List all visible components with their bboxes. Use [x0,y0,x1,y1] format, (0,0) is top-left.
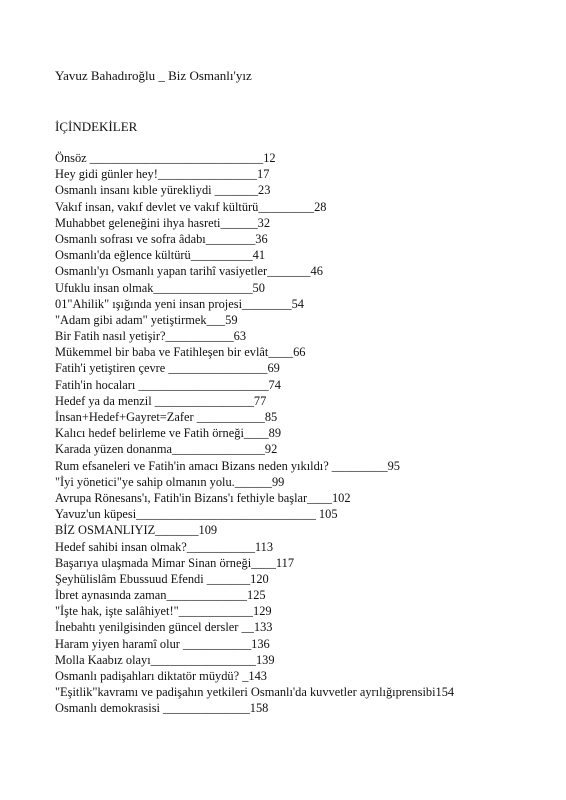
toc-entry: İnebahtı yenilgisinden güncel dersler __133 [55,620,273,635]
toc-entry: Fatih'i yetiştiren çevre ________________69 [55,361,280,376]
toc-entry: Haram yiyen haramî olur ___________136 [55,636,270,651]
document-header: Yavuz Bahadıroğlu _ Biz Osmanlı'yız [55,68,252,83]
toc-entry: Mükemmel bir baba ve Fatihleşen bir evlât____66 [55,345,306,360]
toc-entry: "İyi yönetici"ye sahip olmanın yolu.______99 [55,474,285,489]
toc-entry: "İşte hak, işte salâhiyet!"____________129 [55,604,272,619]
toc-entry: Yavuz'un küpesi_____________________________ 105 [55,507,338,522]
toc-entry: Kalıcı hedef belirleme ve Fatih örneği____89 [55,426,282,441]
toc-entry: Şeyhülislâm Ebussuud Efendi _______120 [55,571,269,586]
toc-entry: Hedef sahibi insan olmak?___________113 [55,539,274,554]
toc-entry: Rum efsaneleri ve Fatih'in amacı Bizans neden yıkıldı? _________95 [55,458,400,473]
toc-entry: Fatih'in hocaları _____________________74 [55,377,281,392]
toc-entry: Muhabbet geleneğini ihya hasreti______32 [55,215,271,230]
toc-title: İÇİNDEKİLER [55,119,138,134]
toc-entry: Osmanlı'yı Osmanlı yapan tarihî vasiyetler_______46 [55,264,323,279]
toc-entry: Osmanlı padişahları diktatör müydü? _143 [55,669,267,683]
toc-entry: Osmanlı insanı kıble yürekliydi _______23 [55,183,271,198]
toc-entry: "Eşitlik"kavramı ve padişahın yetkileri Osmanlı'da kuvvetler ayrılığıprensibi154 [55,685,455,700]
toc-entry: Hey gidi günler hey!________________17 [55,167,270,182]
toc-entry: Ufuklu insan olmak________________50 [55,280,265,295]
toc-entry: Osmanlı demokrasisi ______________158 [55,701,269,716]
toc-entry: Karada yüzen donanma_______________92 [55,442,278,457]
toc-entry: Molla Kaabız olayı_________________139 [55,652,275,667]
toc-entry: Osmanlı'da eğlence kültürü__________41 [55,248,266,263]
toc-entry: Önsöz ____________________________12 [55,151,276,165]
toc-entry: İbret aynasında zaman_____________125 [55,588,266,603]
toc-entry: Osmanlı sofrası ve sofra âdabı________36 [55,231,268,246]
toc-entry: 01"Ahilik" ışığında yeni insan projesi________54 [55,296,304,311]
toc-entry: Avrupa Rönesans'ı, Fatih'in Bizans'ı fethiyle başlar____102 [55,490,351,505]
toc-entry: Bir Fatih nasıl yetişir?___________63 [55,329,247,344]
toc-entry: BİZ OSMANLIYIZ_______109 [55,523,218,538]
toc-entry: İnsan+Hedef+Gayret=Zafer ___________85 [55,410,278,424]
toc-entry: Hedef ya da menzil ________________77 [55,393,267,408]
toc-entry: "Adam gibi adam" yetiştirmek___59 [55,312,238,327]
toc-entry: Vakıf insan, vakıf devlet ve vakıf kültürü_________28 [55,199,327,214]
table-of-contents [55,150,555,717]
toc-entry: Başarıya ulaşmada Mimar Sinan örneği____117 [55,555,295,570]
